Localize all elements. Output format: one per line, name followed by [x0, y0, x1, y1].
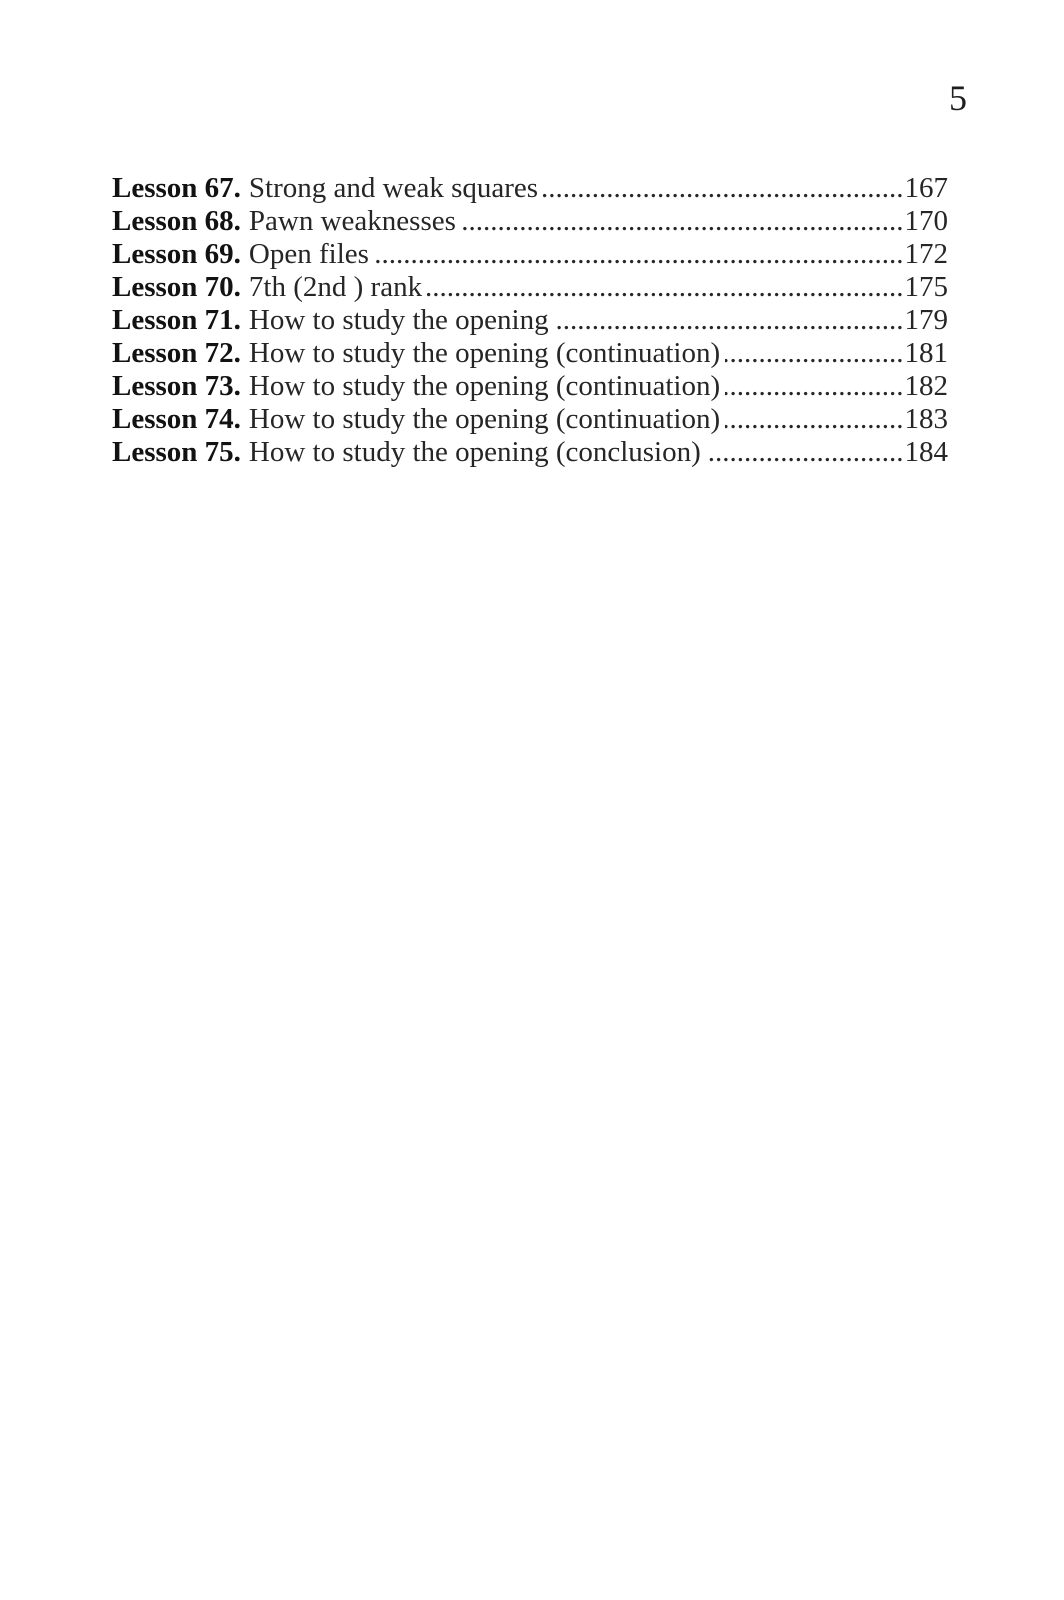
folio-page-number: 5 — [949, 78, 967, 118]
toc-entry — [112, 370, 948, 403]
lesson-number-label: Lesson 73. — [112, 370, 241, 402]
toc-entry — [112, 403, 948, 436]
lesson-page-number: 182 — [904, 370, 948, 402]
toc-entry — [112, 238, 948, 271]
toc-entry — [112, 172, 948, 205]
lesson-title: How to study the opening — [248, 304, 549, 336]
lesson-title: Strong and weak squares — [248, 172, 539, 204]
toc-entry — [112, 271, 948, 304]
table-of-contents — [112, 172, 948, 469]
dot-leader — [461, 205, 904, 238]
dot-leader — [543, 172, 903, 205]
lesson-title: 7th (2nd ) rank — [248, 271, 423, 303]
lesson-number-label: Lesson 71. — [112, 304, 241, 336]
lesson-number-label: Lesson 74. — [112, 403, 241, 435]
lesson-title: How to study the opening (conclusion) — [248, 436, 701, 468]
dot-leader — [725, 337, 903, 370]
lesson-title: How to study the opening (continuation) — [248, 403, 721, 435]
dot-leader — [554, 304, 904, 337]
lesson-number-label: Lesson 75. — [112, 436, 241, 468]
dot-leader — [374, 238, 904, 271]
toc-entry — [112, 304, 948, 337]
lesson-number-label: Lesson 69. — [112, 238, 241, 270]
dot-leader — [725, 403, 903, 436]
lesson-number-label: Lesson 68. — [112, 205, 241, 237]
lesson-page-number: 170 — [904, 205, 948, 237]
lesson-page-number: 175 — [904, 271, 948, 303]
lesson-page-number: 172 — [904, 238, 948, 270]
lesson-number-label: Lesson 70. — [112, 271, 241, 303]
lesson-title: How to study the opening (continuation) — [248, 370, 721, 402]
dot-leader — [706, 436, 904, 469]
toc-entry — [112, 436, 948, 469]
lesson-page-number: 184 — [904, 436, 948, 468]
lesson-title: How to study the opening (continuation) — [248, 337, 721, 369]
toc-entry — [112, 205, 948, 238]
dot-leader — [427, 271, 903, 304]
lesson-number-label: Lesson 67. — [112, 172, 241, 204]
lesson-title: Open files — [248, 238, 369, 270]
lesson-page-number: 167 — [904, 172, 948, 204]
dot-leader — [725, 370, 903, 403]
lesson-number-label: Lesson 72. — [112, 337, 241, 369]
lesson-title: Pawn weaknesses — [248, 205, 456, 237]
lesson-page-number: 183 — [904, 403, 948, 435]
lesson-page-number: 179 — [904, 304, 948, 336]
toc-entry — [112, 337, 948, 370]
lesson-page-number: 181 — [904, 337, 948, 369]
